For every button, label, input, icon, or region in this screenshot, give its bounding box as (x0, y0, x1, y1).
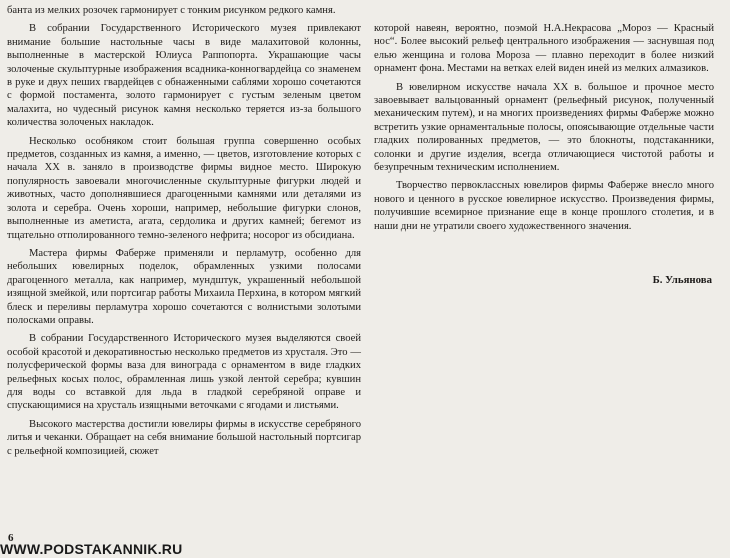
paragraph: Высокого мастерства достигли ювелиры фирмы в искусстве серебряного литья и чеканки. Обращает на себя внимание большой настольный портсигар с рельефной композицией, сюжет (7, 418, 361, 457)
paragraph: банта из мелких розочек гармонирует с тонким рисунком редкого камня. (7, 5, 336, 16)
paragraph: Несколько особняком стоит большая группа совершенно особых предметов, созданных из камня, а именно, — цветов, изготовление которых с начала XX в. заняло в производстве фирмы видное место. Широкую популярность завоевали многочисленные скульптурные фигурки людей и животных, часто дополнявшиеся драгоценными камнями или деталями из золота и серебра. Очень хороши, например, небольшие фигурки слонов, выполненные из аметиста, агата, сердолика и других камней; бегемот из тщательно отполированного темно-зеленого нефрита; носорог из обсидиана. (7, 135, 361, 241)
paragraph: Творчество первоклассных ювелиров фирмы Фаберже внесло много нового и ценного в русское ювелирное искусство. Произведения фирмы, получившие всемирное признание еще в конце прошлого столетия, и в наши дни не утратили своего художественного значения. (374, 180, 714, 232)
right-text-column (374, 22, 714, 238)
page-number: 6 (8, 532, 14, 544)
paragraph: которой навеян, вероятно, поэмой Н.А.Некрасова „Мороз — Красный нос“. Более высокий рельеф центрального изображения — заснувшая под елью женщина и голова Мороза — плавно переходит в более низкий орнамент фона. Местами на ветках елей виден иней из мелких алмазиков. (374, 23, 714, 75)
site-watermark: WWW.PODSTAKANNIK.RU (0, 541, 183, 557)
paragraph: В ювелирном искусстве начала XX в. большое и прочное место завоевывает вальцованный орнамент (рельефный рисунок, полученный механическим путем), и на многих произведениях фирмы Фаберже можно встретить узкие орнаментальные полосы, опоясывающие отдельные части гладких полированных предметов, — это блокноты, подстаканники, солонки и другие изделия, всегда отличающиеся чистотой работы и безупречным техническим исполнением. (374, 81, 714, 174)
left-text-column (7, 4, 361, 463)
paragraph: Мастера фирмы Фаберже применяли и перламутр, особенно для небольших ювелирных поделок, обрамленных узкими полосами драгоценного металла, как например, мундштук, украшенный небольшой изящной змейкой, или портсигар работы Михаила Перхина, в котором мягкий блеск и переливы перламутра хорошо сочетаются с волнистыми золотыми полосками оправы. (7, 247, 361, 326)
paragraph: В собрании Государственного Исторического музея привлекают внимание большие настольные часы в виде малахитовой колонны, выполненные в мастерской Юлиуса Раппопорта. Украшающие часы золоченые скульптурные изображения всадника-конногвардейца со знаменем в руке и двух пеших гвардейцев с обнаженными саблями хорошо сочетаются с формой постамента, золото гармонирует с густым зеленым цветом малахита, но чудесный рисунок камня несколько теряется из-за большого количества золоченых накладок. (7, 23, 361, 129)
author-signature: Б. Ульянова (652, 274, 712, 286)
paragraph: В собрании Государственного Исторического музея выделяются своей особой красотой и декоративностью несколько предметов из хрусталя. Это — полусферической формы ваза для винограда с орнаментом в виде гладких рельефных косых полос, обрамленная лишь узкой лентой серебра; кувшин для воды со вставкой для льда в гладкой серебряной оправе и спускающимися на хрусталь изящными веточками с ягодами и листьями. (7, 333, 361, 412)
